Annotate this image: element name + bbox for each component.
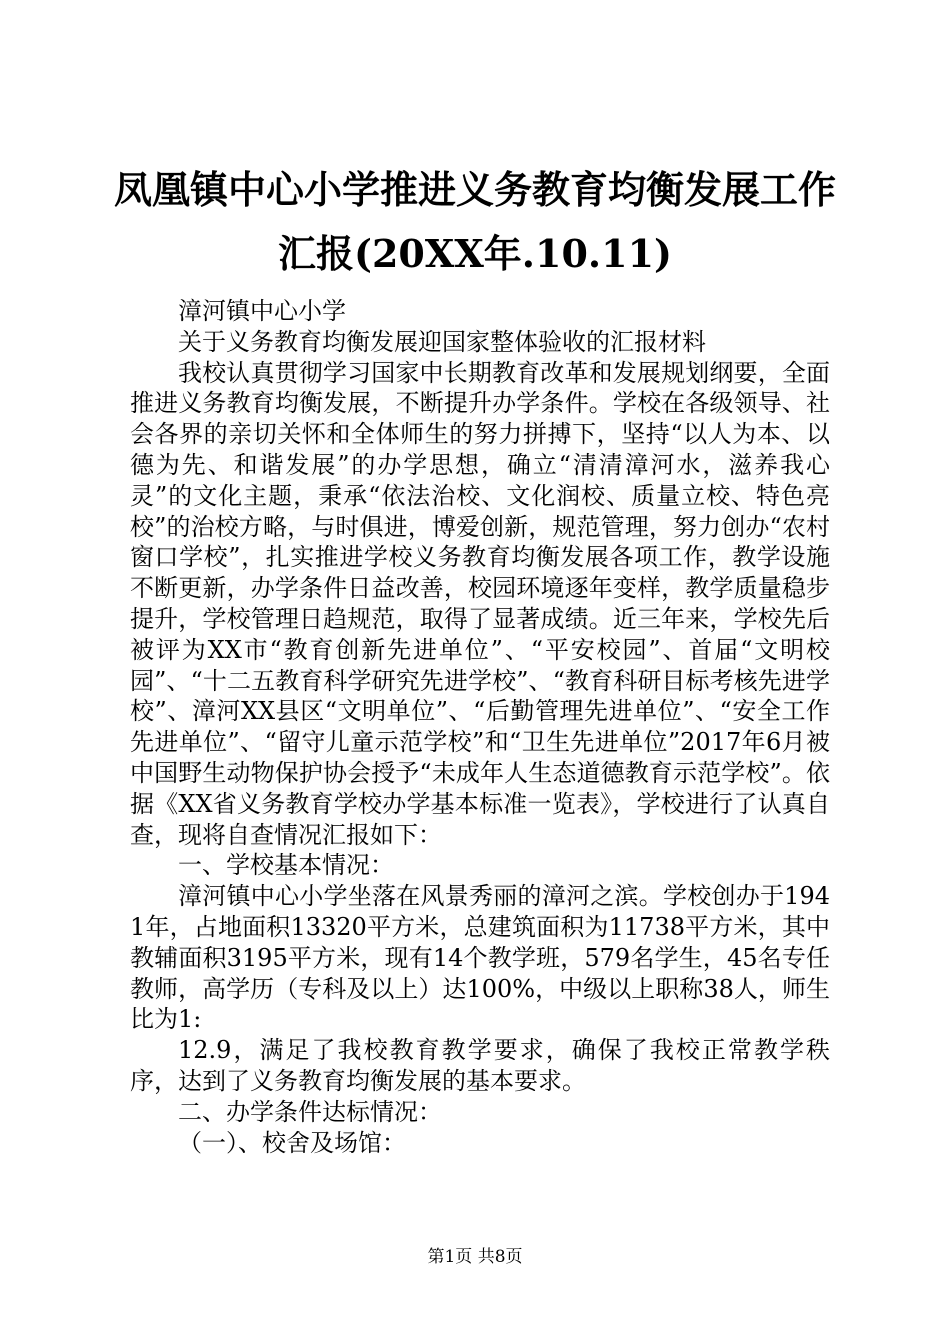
page-footer: 第1页 共8页 bbox=[427, 1247, 523, 1267]
document-body bbox=[130, 296, 830, 1158]
section-heading-conditions: 二、办学条件达标情况： bbox=[178, 1097, 442, 1126]
paragraph-intro: 我校认真贯彻学习国家中长期教育改革和发展规划纲要，全面推进义务教育均衡发展，不断提升办学条件。学校在各级领导、社会各界的亲切关怀和全体师生的努力拼搏下，坚持“以人为本、以德为先、和谐发展”的办学思想，确立“清清漳河水，滋养我心灵”的文化主题，秉承“依法治校、文化润校、质量立校、特色亮校”的治校方略，与时俱进，博爱创新，规范管理，努力创办“农村窗口学校”，扎实推进学校义务教育均衡发展各项工作，教学设施不断更新，办学条件日益改善，校园环境逐年变样，教学质量稳步提升，学校管理日趋规范，取得了显著成绩。近三年来，学校先后被评为XX市“教育创新先进单位”、“平安校园”、首届“文明校园”、“十二五教育科学研究先进学校”、“教育科研目标考核先进学校”、漳河XX县区“文明单位”、“后勤管理先进单位”、“安全工作先进单位”、“留守儿童示范学校”和“卫生先进单位”2017年6月被中国野生动物保护协会授予“未成年人生态道德教育示范学校”。依据《XX省义务教育学校办学基本标准一览表》，学校进行了认真自查，现将自查情况汇报如下： bbox=[130, 358, 830, 849]
subsection-heading-buildings: （一）、校舍及场馆： bbox=[178, 1128, 406, 1157]
document-title: 凤凰镇中心小学推进义务教育均衡发展工作汇报(20XX年.10.11) bbox=[113, 167, 836, 276]
paragraph-ratio: 12.9，满足了我校教育教学要求，确保了我校正常教学秩序，达到了义务教育均衡发展的基本要求。 bbox=[130, 1036, 830, 1095]
paragraph-school-name: 漳河镇中心小学 bbox=[178, 297, 346, 325]
paragraph-subtitle: 关于义务教育均衡发展迎国家整体验收的汇报材料 bbox=[178, 327, 706, 356]
section-heading-basic-info: 一、学校基本情况： bbox=[178, 851, 394, 880]
paragraph-basic-info: 漳河镇中心小学坐落在风景秀丽的漳河之滨。学校创办于1941年，占地面积13320平方米，总建筑面积为11738平方米，其中教辅面积3195平方米，现有14个教学班，579名学生，45名专任教师，高学历（专科及以上）达100%，中级以上职称38人，师生比为1: bbox=[130, 882, 830, 1034]
